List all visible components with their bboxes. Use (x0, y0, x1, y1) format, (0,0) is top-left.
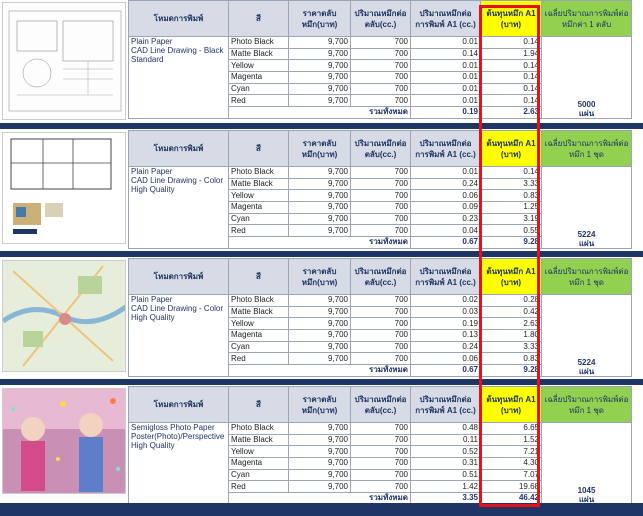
volume-cell: 700 (351, 178, 411, 190)
ink-cell: 0.23 (411, 213, 481, 225)
ink-cell: 0.06 (411, 353, 481, 365)
header-ink-use: ปริมาณหมึกต่อการพิมพ์ A1 (cc.) (411, 131, 481, 167)
price-cell: 9,700 (289, 330, 351, 342)
price-cell: 9,700 (289, 178, 351, 190)
cost-cell: 0.14 (481, 60, 542, 72)
header-color: สี (229, 1, 289, 37)
ink-cell: 0.19 (411, 318, 481, 330)
header-yield: เฉลี่ยปริมาณการพิมพ์ต่อหมึก 1 ชุด (542, 387, 632, 423)
ink-cost-table-3 (128, 258, 632, 377)
price-cell: 9,700 (289, 202, 351, 214)
price-cell: 9,700 (289, 83, 351, 95)
table-area-3 (128, 258, 643, 377)
ink-cell: 0.02 (411, 295, 481, 307)
price-cell: 9,700 (289, 37, 351, 49)
table-header-row (129, 131, 632, 167)
total-cost: 2.63 (481, 107, 542, 119)
color-cell: Cyan (229, 469, 289, 481)
total-label: รวมทั้งหมด (229, 365, 411, 377)
media-line-2: CAD Line Drawing - Color (131, 304, 224, 313)
color-cell: Cyan (229, 341, 289, 353)
total-label: รวมทั้งหมด (229, 107, 411, 119)
price-cell: 9,700 (289, 213, 351, 225)
media-line-2: CAD Line Drawing - Black (131, 46, 224, 55)
price-cell: 9,700 (289, 469, 351, 481)
ink-cell: 1.42 (411, 481, 481, 493)
cost-cell: 0.83 (481, 353, 542, 365)
ink-cell: 0.31 (411, 458, 481, 470)
header-volume: ปริมาณหมึกต่อตลับ(cc.) (351, 387, 411, 423)
yield-cell (542, 295, 632, 377)
header-ink-use: ปริมาณหมึกต่อการพิมพ์ A1 (cc.) (411, 1, 481, 37)
header-cost: ต้นทุนหมึก A1 (บาท) (481, 131, 542, 167)
volume-cell: 700 (351, 481, 411, 493)
color-cell: Magenta (229, 330, 289, 342)
table-area-2 (128, 130, 643, 249)
volume-cell: 700 (351, 72, 411, 84)
header-ink-use: ปริมาณหมึกต่อการพิมพ์ A1 (cc.) (411, 259, 481, 295)
ink-cell: 0.01 (411, 95, 481, 107)
ink-cell: 0.01 (411, 167, 481, 179)
volume-cell: 700 (351, 434, 411, 446)
price-cell: 9,700 (289, 306, 351, 318)
header-price: ราคาตลับหมึก(บาท) (289, 131, 351, 167)
volume-cell: 700 (351, 95, 411, 107)
volume-cell: 700 (351, 37, 411, 49)
ink-cost-table-1 (128, 0, 632, 119)
block-separator (0, 123, 643, 129)
media-line-3: High Quality (131, 185, 175, 194)
header-media: โหมดการพิมพ์ (129, 1, 229, 37)
table-area-4 (128, 386, 643, 505)
header-price: ราคาตลับหมึก(บาท) (289, 387, 351, 423)
cost-cell: 1.94 (481, 48, 542, 60)
total-label: รวมทั้งหมด (229, 237, 411, 249)
price-cell: 9,700 (289, 446, 351, 458)
yield-unit: แผ่น (578, 366, 595, 376)
header-yield: เฉลี่ยปริมาณการพิมพ์ต่อหมึก 1 ชุด (542, 131, 632, 167)
ink-cell: 0.01 (411, 83, 481, 95)
color-cell: Matte Black (229, 306, 289, 318)
cost-cell: 3.33 (481, 341, 542, 353)
yield-value: 5224 (577, 229, 596, 239)
yield-cell (542, 423, 632, 505)
cad-drawing-image (3, 3, 126, 120)
total-cost: 9.28 (481, 365, 542, 377)
price-cell: 9,700 (289, 225, 351, 237)
header-color: สี (229, 131, 289, 167)
volume-cell: 700 (351, 213, 411, 225)
header-color: สี (229, 387, 289, 423)
cost-cell: 2.63 (481, 318, 542, 330)
header-volume: ปริมาณหมึกต่อตลับ(cc.) (351, 131, 411, 167)
total-ink: 3.35 (411, 493, 481, 505)
volume-cell: 700 (351, 48, 411, 60)
volume-cell: 700 (351, 190, 411, 202)
media-cell (129, 167, 229, 249)
yield-unit: แผ่น (578, 238, 595, 248)
cost-cell: 0.83 (481, 190, 542, 202)
yield-value: 1045 (577, 485, 596, 495)
color-cell: Yellow (229, 190, 289, 202)
cost-cell: 1.25 (481, 202, 542, 214)
price-cell: 9,700 (289, 318, 351, 330)
header-volume: ปริมาณหมึกต่อตลับ(cc.) (351, 259, 411, 295)
volume-cell: 700 (351, 446, 411, 458)
table-row (129, 37, 632, 49)
media-line-3: High Quality (131, 313, 175, 322)
volume-cell: 700 (351, 295, 411, 307)
thumbnail-cad-color (2, 132, 126, 244)
yield-unit: แผ่น (578, 494, 595, 504)
header-ink-use: ปริมาณหมึกต่อการพิมพ์ A1 (cc.) (411, 387, 481, 423)
cost-cell: 6.65 (481, 423, 542, 435)
cost-cell: 3.19 (481, 213, 542, 225)
color-cell: Photo Black (229, 423, 289, 435)
volume-cell: 700 (351, 202, 411, 214)
price-cell: 9,700 (289, 60, 351, 72)
color-cell: Photo Black (229, 37, 289, 49)
ink-cell: 0.11 (411, 434, 481, 446)
media-line-3: Standard (131, 55, 164, 64)
media-line-1: Plain Paper (131, 167, 173, 176)
total-cost: 9.28 (481, 237, 542, 249)
ink-cell: 0.51 (411, 469, 481, 481)
cost-cell: 0.14 (481, 95, 542, 107)
yield-unit: แผ่น (578, 108, 595, 118)
color-cell: Red (229, 225, 289, 237)
color-cell: Matte Black (229, 434, 289, 446)
ink-cell: 0.01 (411, 60, 481, 72)
price-cell: 9,700 (289, 481, 351, 493)
ink-cell: 0.14 (411, 48, 481, 60)
cost-cell: 4.30 (481, 458, 542, 470)
block-separator (0, 251, 643, 257)
table-area-1 (128, 0, 643, 119)
map-image (3, 261, 126, 372)
price-cell: 9,700 (289, 353, 351, 365)
total-ink: 0.19 (411, 107, 481, 119)
ink-cell: 0.03 (411, 306, 481, 318)
volume-cell: 700 (351, 469, 411, 481)
price-cell: 9,700 (289, 190, 351, 202)
volume-cell: 700 (351, 318, 411, 330)
cost-cell: 7.21 (481, 446, 542, 458)
table-header-row (129, 1, 632, 37)
media-line-2: CAD Line Drawing - Color (131, 176, 224, 185)
media-line-1: Plain Paper (131, 295, 173, 304)
color-cell: Yellow (229, 318, 289, 330)
total-ink: 0.67 (411, 365, 481, 377)
media-line-2: Poster(Photo)/Perspective (131, 432, 225, 441)
total-ink: 0.67 (411, 237, 481, 249)
block-separator (0, 379, 643, 385)
yield-cell (542, 167, 632, 249)
volume-cell: 700 (351, 341, 411, 353)
price-cell: 9,700 (289, 434, 351, 446)
price-cell: 9,700 (289, 295, 351, 307)
color-cell: Matte Black (229, 48, 289, 60)
cost-cell: 0.14 (481, 37, 542, 49)
table-header-row (129, 387, 632, 423)
header-cost: ต้นทุนหมึก A1 (บาท) (481, 1, 542, 37)
bottom-bar (0, 503, 643, 516)
yield-cell (542, 37, 632, 119)
color-cell: Yellow (229, 60, 289, 72)
ink-cell: 0.48 (411, 423, 481, 435)
volume-cell: 700 (351, 306, 411, 318)
cost-cell: 0.55 (481, 225, 542, 237)
volume-cell: 700 (351, 60, 411, 72)
cost-cell: 0.14 (481, 72, 542, 84)
total-label: รวมทั้งหมด (229, 493, 411, 505)
volume-cell: 700 (351, 225, 411, 237)
header-cost: ต้นทุนหมึก A1 (บาท) (481, 387, 542, 423)
price-cell: 9,700 (289, 48, 351, 60)
cost-cell: 19.68 (481, 481, 542, 493)
ink-cell: 0.01 (411, 37, 481, 49)
volume-cell: 700 (351, 83, 411, 95)
media-line-3: High Quality (131, 441, 175, 450)
header-color: สี (229, 259, 289, 295)
header-yield: เฉลี่ยปริมาณการพิมพ์ต่อหมึก 1 ชุด (542, 259, 632, 295)
color-cell: Matte Black (229, 178, 289, 190)
ink-cost-table-2 (128, 130, 632, 249)
volume-cell: 700 (351, 330, 411, 342)
cost-cell: 0.28 (481, 295, 542, 307)
color-cell: Magenta (229, 202, 289, 214)
color-cell: Cyan (229, 213, 289, 225)
price-cell: 9,700 (289, 423, 351, 435)
party-photo-image (3, 389, 126, 494)
header-cost: ต้นทุนหมึก A1 (บาท) (481, 259, 542, 295)
yield-value: 5000 (577, 99, 596, 109)
media-line-1: Plain Paper (131, 37, 173, 46)
price-cell: 9,700 (289, 95, 351, 107)
ink-cell: 0.24 (411, 178, 481, 190)
ink-cell: 0.09 (411, 202, 481, 214)
header-yield: เฉลี่ยปริมาณการพิมพ์ต่อหมึกค่า 1 ตลับ (542, 1, 632, 37)
cost-cell: 7.07 (481, 469, 542, 481)
cost-cell: 3.33 (481, 178, 542, 190)
ink-cell: 0.24 (411, 341, 481, 353)
cost-cell: 0.14 (481, 167, 542, 179)
thumbnail-photo (2, 388, 126, 494)
color-cell: Red (229, 353, 289, 365)
header-volume: ปริมาณหมึกต่อตลับ(cc.) (351, 1, 411, 37)
color-cell: Yellow (229, 446, 289, 458)
price-cell: 9,700 (289, 341, 351, 353)
color-cell: Cyan (229, 83, 289, 95)
media-line-1: Semigloss Photo Paper (131, 423, 215, 432)
volume-cell: 700 (351, 458, 411, 470)
yield-value: 5224 (577, 357, 596, 367)
price-cell: 9,700 (289, 72, 351, 84)
total-cost: 46.42 (481, 493, 542, 505)
color-cell: Red (229, 481, 289, 493)
cost-cell: 1.52 (481, 434, 542, 446)
ink-cell: 0.13 (411, 330, 481, 342)
header-price: ราคาตลับหมึก(บาท) (289, 1, 351, 37)
header-media: โหมดการพิมพ์ (129, 131, 229, 167)
header-media: โหมดการพิมพ์ (129, 387, 229, 423)
ink-cell: 0.01 (411, 72, 481, 84)
ink-cell: 0.06 (411, 190, 481, 202)
ink-cell: 0.52 (411, 446, 481, 458)
table-header-row (129, 259, 632, 295)
table-row (129, 423, 632, 435)
ink-cost-table-4 (128, 386, 632, 505)
color-cell: Photo Black (229, 167, 289, 179)
price-cell: 9,700 (289, 167, 351, 179)
cost-cell: 0.42 (481, 306, 542, 318)
thumbnail-map (2, 260, 126, 372)
media-cell (129, 37, 229, 119)
floorplan-image (3, 133, 126, 244)
thumbnail-cad-black (2, 2, 126, 120)
price-cell: 9,700 (289, 458, 351, 470)
volume-cell: 700 (351, 167, 411, 179)
color-cell: Magenta (229, 458, 289, 470)
color-cell: Red (229, 95, 289, 107)
header-media: โหมดการพิมพ์ (129, 259, 229, 295)
volume-cell: 700 (351, 423, 411, 435)
table-row (129, 295, 632, 307)
cost-cell: 0.14 (481, 83, 542, 95)
table-row (129, 167, 632, 179)
color-cell: Magenta (229, 72, 289, 84)
media-cell (129, 295, 229, 377)
cost-cell: 1.80 (481, 330, 542, 342)
media-cell (129, 423, 229, 505)
volume-cell: 700 (351, 353, 411, 365)
ink-cell: 0.04 (411, 225, 481, 237)
color-cell: Photo Black (229, 295, 289, 307)
header-price: ราคาตลับหมึก(บาท) (289, 259, 351, 295)
